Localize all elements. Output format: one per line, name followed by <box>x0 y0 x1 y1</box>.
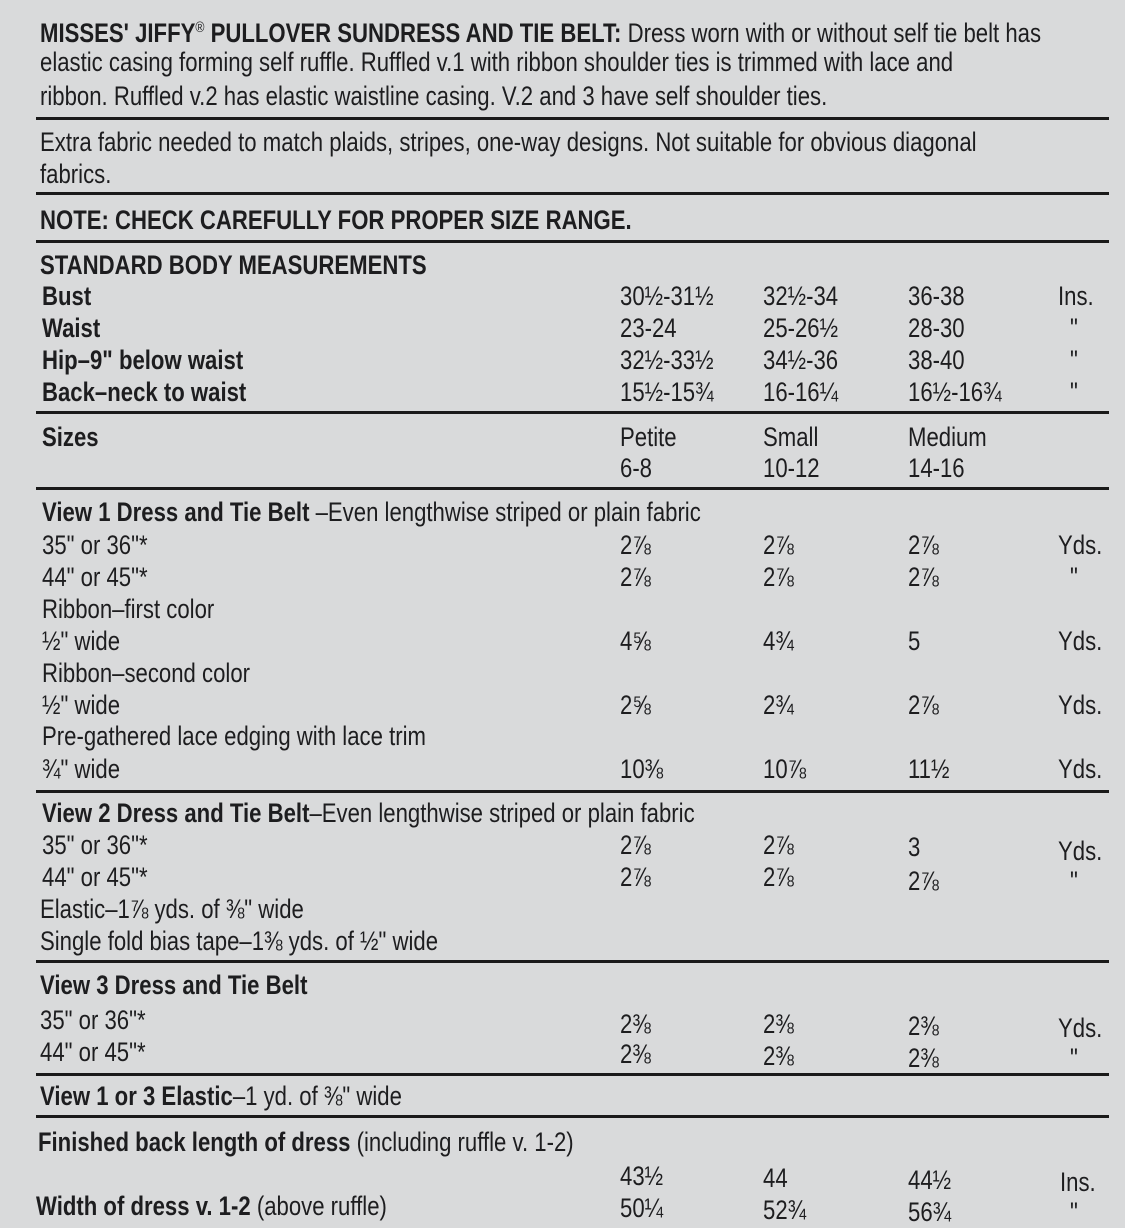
measure-label: Bust <box>42 281 92 311</box>
yardage-value: 2⅜ <box>620 1039 651 1069</box>
size-range: 14-16 <box>908 453 965 483</box>
measure-label: Waist <box>42 313 101 343</box>
yardage-value: 2⅜ <box>763 1041 794 1071</box>
yardage-value: 2⅝ <box>620 690 651 720</box>
view2-elastic: Elastic–1⅞ yds. of ⅜" wide <box>40 894 304 924</box>
intro-title: MISSES' JIFFY <box>40 18 196 48</box>
yardage-value: 2⅜ <box>908 1011 939 1041</box>
view1-subtitle: –Even lengthwise striped or plain fabric <box>309 497 701 527</box>
measure-value: 32½-34 <box>763 281 839 311</box>
yardage-value: 2⅜ <box>763 1009 794 1039</box>
size-name: Medium <box>908 422 987 452</box>
measure-value: 23-24 <box>620 313 677 343</box>
yardage-label: 35" or 36"* <box>42 530 148 560</box>
yardage-value: 2⅜ <box>908 1043 939 1073</box>
yardage-value: 5 <box>908 626 921 656</box>
measure-value: 34½-36 <box>763 345 839 375</box>
ribbon1-label: Ribbon–first color <box>42 594 215 624</box>
measure-value: 38-40 <box>908 345 965 375</box>
measure-label: Hip–9" below waist <box>42 345 244 375</box>
yardage-value: 2⅞ <box>908 530 939 560</box>
yardage-label: ½" wide <box>42 690 121 720</box>
yardage-value: 2⅞ <box>620 862 651 892</box>
finished-length-rest: (including ruffle v. 1-2) <box>350 1127 574 1157</box>
lace-label: Pre-gathered lace edging with lace trim <box>42 721 426 751</box>
measure-value: 16-16¼ <box>763 377 839 407</box>
width-heading <box>36 1190 387 1222</box>
measure-unit: " <box>1070 345 1078 375</box>
finished-length-title: Finished back length of dress <box>38 1127 351 1157</box>
yardage-value: 2⅞ <box>763 830 794 860</box>
width-unit: " <box>1070 1197 1078 1227</box>
registered-mark: ® <box>195 19 205 36</box>
yardage-label: 35" or 36"* <box>42 830 148 860</box>
divider <box>36 1115 1109 1118</box>
divider <box>36 960 1109 963</box>
measure-value: 28-30 <box>908 313 965 343</box>
size-range: 6-8 <box>620 453 653 483</box>
size-range: 10-12 <box>763 453 820 483</box>
intro-desc-1: Dress worn with or without self tie belt has <box>621 18 1042 48</box>
width-value: 56¾ <box>908 1197 952 1227</box>
measure-value: 36-38 <box>908 281 965 311</box>
size-range-note: NOTE: CHECK CAREFULLY FOR PROPER SIZE RANGE. <box>40 205 632 235</box>
width-value: 52¾ <box>763 1195 807 1225</box>
yardage-value: 2⅜ <box>620 1009 651 1039</box>
yardage-value: 2⅞ <box>620 562 651 592</box>
yardage-value: 2⅞ <box>763 530 794 560</box>
view1-heading <box>42 496 701 528</box>
yardage-value: 2⅞ <box>763 862 794 892</box>
measure-label: Back–neck to waist <box>42 377 247 407</box>
width-rest: (above ruffle) <box>250 1191 387 1221</box>
divider <box>36 411 1109 414</box>
length-value: 44½ <box>908 1165 952 1195</box>
yardage-value: 2⅞ <box>763 562 794 592</box>
yardage-value: 2¾ <box>763 690 794 720</box>
divider <box>36 790 1109 793</box>
elastic-note-title: View 1 or 3 Elastic <box>40 1081 233 1111</box>
length-unit: Ins. <box>1060 1167 1096 1197</box>
measure-unit: " <box>1070 313 1078 343</box>
yardage-unit: Yds. <box>1058 836 1103 866</box>
divider <box>36 117 1109 120</box>
yardage-value: 10⅜ <box>620 754 664 784</box>
intro-line-2: elastic casing forming self ruffle. Ruffled v.1 with ribbon shoulder ties is trimmed with lace and <box>40 47 954 77</box>
finished-length-heading <box>38 1126 574 1158</box>
measure-value: 15½-15¾ <box>620 377 714 407</box>
divider <box>36 487 1109 490</box>
yardage-label: 44" or 45"* <box>42 562 148 592</box>
fabric-note-line-2: fabrics. <box>40 159 112 189</box>
measure-unit: " <box>1070 377 1078 407</box>
width-value: 50¼ <box>620 1193 664 1223</box>
divider <box>36 1073 1109 1076</box>
measure-value: 32½-33½ <box>620 345 714 375</box>
view2-bias-tape: Single fold bias tape–1⅜ yds. of ½" wide <box>40 926 439 956</box>
yardage-unit: Yds. <box>1058 690 1103 720</box>
measure-value: 25-26½ <box>763 313 839 343</box>
yardage-unit: Yds. <box>1058 754 1103 784</box>
yardage-value: 2⅞ <box>620 530 651 560</box>
size-name: Petite <box>620 422 677 452</box>
width-title: Width of dress v. 1-2 <box>36 1191 251 1221</box>
measure-value: 30½-31½ <box>620 281 714 311</box>
yardage-unit: " <box>1070 866 1078 896</box>
view2-heading <box>42 797 695 829</box>
yardage-value: 10⅞ <box>763 754 807 784</box>
ribbon2-label: Ribbon–second color <box>42 658 251 688</box>
yardage-unit: Yds. <box>1058 1013 1103 1043</box>
yardage-unit: " <box>1070 1043 1078 1073</box>
length-value: 44 <box>763 1163 788 1193</box>
intro-title-rest: PULLOVER SUNDRESS AND TIE BELT: <box>204 18 622 48</box>
yardage-label: ¾" wide <box>42 754 121 784</box>
measure-unit: Ins. <box>1058 281 1094 311</box>
fabric-note-line-1: Extra fabric needed to match plaids, stripes, one-way designs. Not suitable for obvious diagonal <box>40 127 977 157</box>
length-value: 43½ <box>620 1161 664 1191</box>
yardage-label: 44" or 45"* <box>40 1037 146 1067</box>
yardage-value: 11½ <box>908 754 950 784</box>
yardage-unit: " <box>1070 562 1078 592</box>
view3-title: View 3 Dress and Tie Belt <box>40 970 308 1000</box>
yardage-value: 4⅝ <box>620 626 651 656</box>
yardage-label: 35" or 36"* <box>40 1005 146 1035</box>
view2-subtitle: –Even lengthwise striped or plain fabric <box>309 798 695 828</box>
yardage-unit: Yds. <box>1058 530 1103 560</box>
divider <box>36 192 1109 195</box>
yardage-value: 2⅞ <box>908 562 939 592</box>
view2-title: View 2 Dress and Tie Belt <box>42 798 310 828</box>
sizes-label: Sizes <box>42 422 99 452</box>
measure-value: 16½-16¾ <box>908 377 1002 407</box>
yardage-label: ½" wide <box>42 626 121 656</box>
yardage-label: 44" or 45"* <box>42 862 148 892</box>
view1-title: View 1 Dress and Tie Belt <box>42 497 310 527</box>
intro-line-1 <box>40 12 1041 49</box>
yardage-value: 4¾ <box>763 626 794 656</box>
yardage-unit: Yds. <box>1058 626 1103 656</box>
measurements-heading: STANDARD BODY MEASUREMENTS <box>40 250 427 280</box>
divider <box>36 240 1109 243</box>
yardage-value: 2⅞ <box>908 690 939 720</box>
size-name: Small <box>763 422 819 452</box>
yardage-value: 2⅞ <box>908 866 939 896</box>
yardage-value: 3 <box>908 832 921 862</box>
yardage-value: 2⅞ <box>620 830 651 860</box>
elastic-note <box>40 1080 402 1112</box>
elastic-note-rest: –1 yd. of ⅜" wide <box>232 1081 402 1111</box>
intro-line-3: ribbon. Ruffled v.2 has elastic waistline casing. V.2 and 3 have self shoulder ties. <box>40 81 828 111</box>
